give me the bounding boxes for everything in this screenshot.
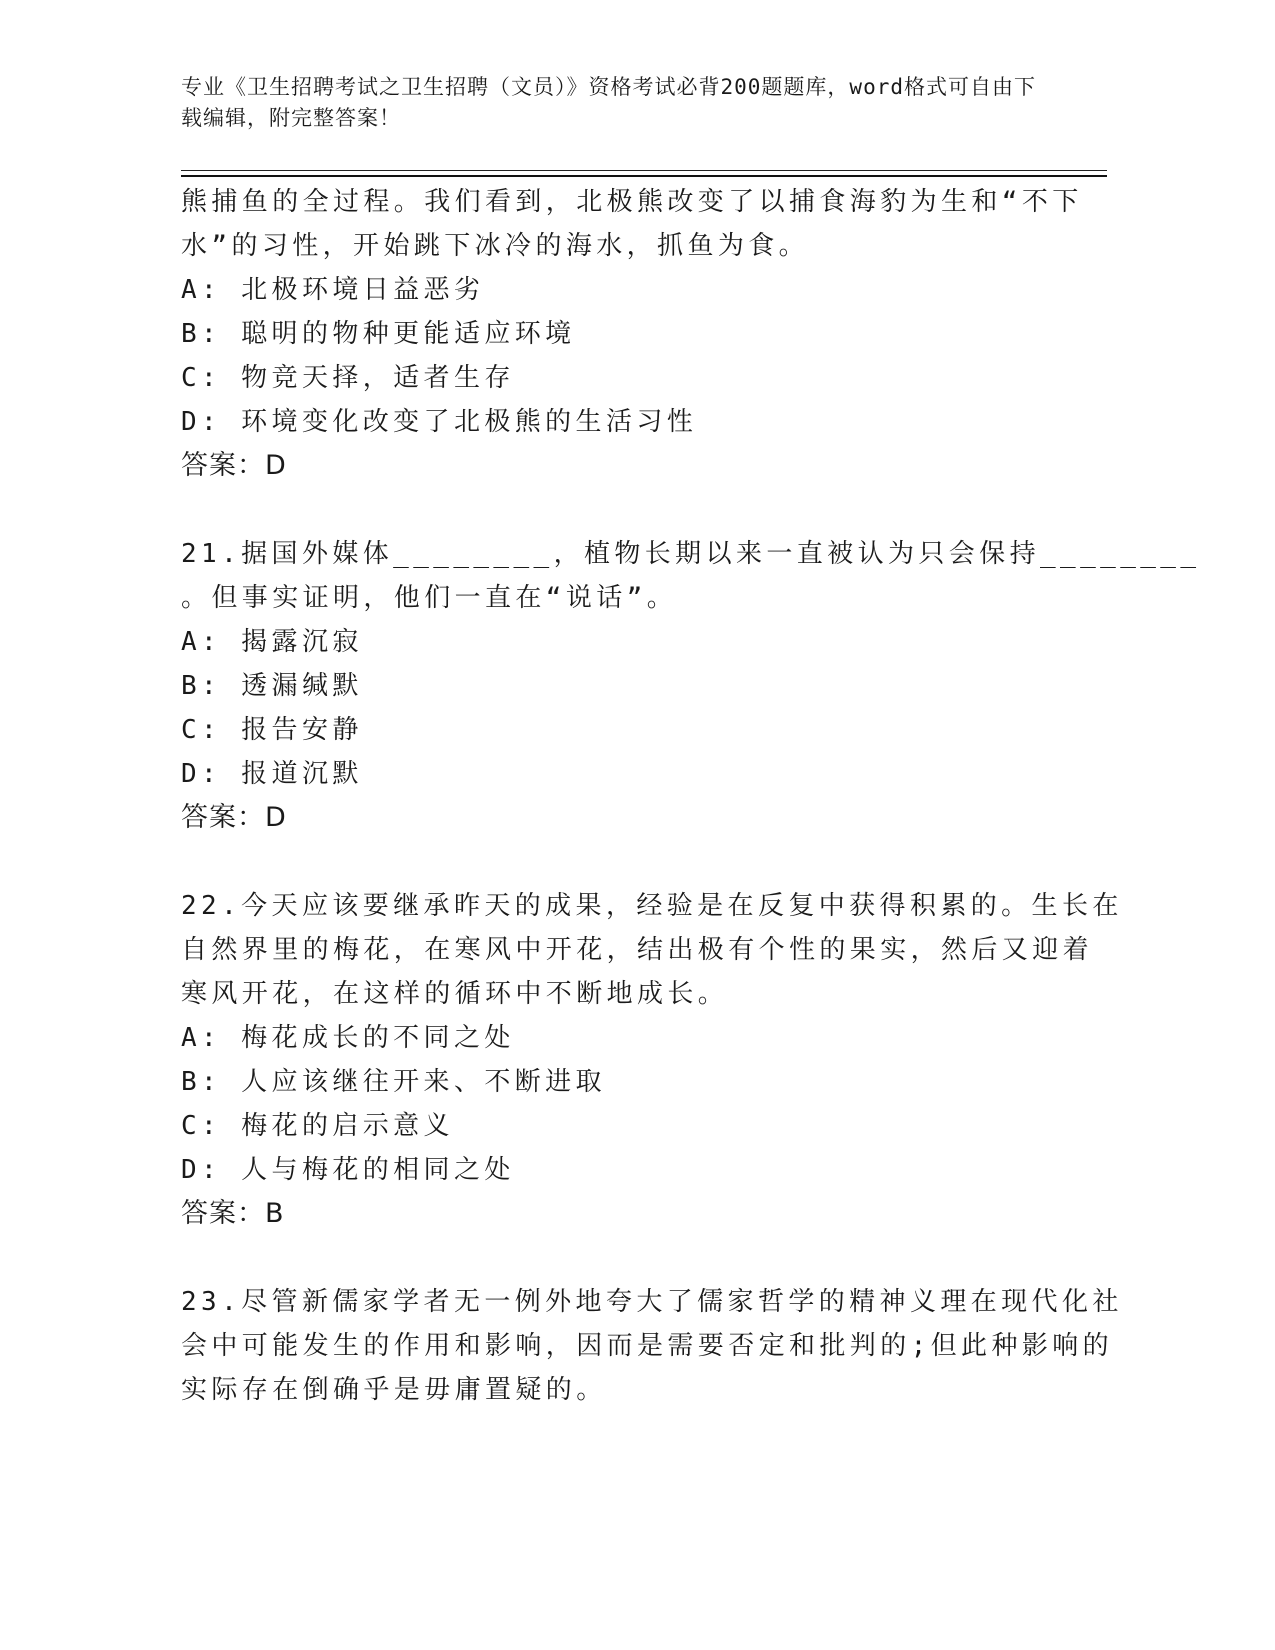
question-23	[181, 1280, 1123, 1412]
question-text-line: 。但事实证明，他们一直在“说话”。	[181, 583, 678, 613]
answer-line: 答案：D	[181, 450, 287, 481]
answer-line: 答案：D	[181, 802, 287, 833]
option-d: D: 环境变化改变了北极熊的生活习性	[181, 407, 698, 437]
question-continued	[181, 180, 1081, 488]
header-divider-thick	[181, 175, 1107, 177]
spacer	[181, 488, 1081, 532]
question-21	[181, 532, 1201, 840]
header-divider-thin	[181, 170, 1107, 171]
option-d: D: 报道沉默	[181, 759, 363, 789]
answer-line: 答案：B	[181, 1198, 285, 1229]
option-a: A: 揭露沉寂	[181, 627, 363, 657]
question-text-line: 熊捕鱼的全过程。我们看到，北极熊改变了以捕食海豹为生和“不下	[181, 187, 1083, 217]
question-22	[181, 884, 1123, 1236]
option-a: A: 北极环境日益恶劣	[181, 275, 485, 305]
question-text-line: 水”的习性，开始跳下冰冷的海水，抓鱼为食。	[181, 231, 810, 261]
option-a: A: 梅花成长的不同之处	[181, 1023, 515, 1053]
option-d: D: 人与梅花的相同之处	[181, 1155, 515, 1185]
question-text-line: 22.今天应该要继承昨天的成果，经验是在反复中获得积累的。生长在	[181, 891, 1123, 921]
option-b: B: 人应该继往开来、不断进取	[181, 1067, 606, 1097]
spacer	[181, 840, 1081, 884]
question-text-line: 实际存在倒确乎是毋庸置疑的。	[181, 1375, 607, 1405]
option-c: C: 报告安静	[181, 715, 363, 745]
question-text-line: 自然界里的梅花，在寒风中开花，结出极有个性的果实，然后又迎着	[181, 935, 1094, 965]
question-text-line: 23.尽管新儒家学者无一例外地夸大了儒家哲学的精神义理在现代化社	[181, 1287, 1123, 1317]
option-b: B: 聪明的物种更能适应环境	[181, 319, 576, 349]
question-text-line: 21.据国外媒体________，植物长期以来一直被认为只会保持________	[181, 539, 1201, 569]
option-c: C: 物竞天择，适者生存	[181, 363, 515, 393]
document-body	[181, 180, 1201, 1412]
spacer	[181, 1236, 1081, 1280]
option-c: C: 梅花的启示意义	[181, 1111, 454, 1141]
option-b: B: 透漏缄默	[181, 671, 363, 701]
question-text-line: 寒风开花，在这样的循环中不断地成长。	[181, 979, 729, 1009]
document-header: 专业《卫生招聘考试之卫生招聘（文员）》资格考试必背200题题库，word格式可自由下载编辑，附完整答案！	[181, 75, 1036, 130]
question-text-line: 会中可能发生的作用和影响，因而是需要否定和批判的;但此种影响的	[181, 1331, 1114, 1361]
